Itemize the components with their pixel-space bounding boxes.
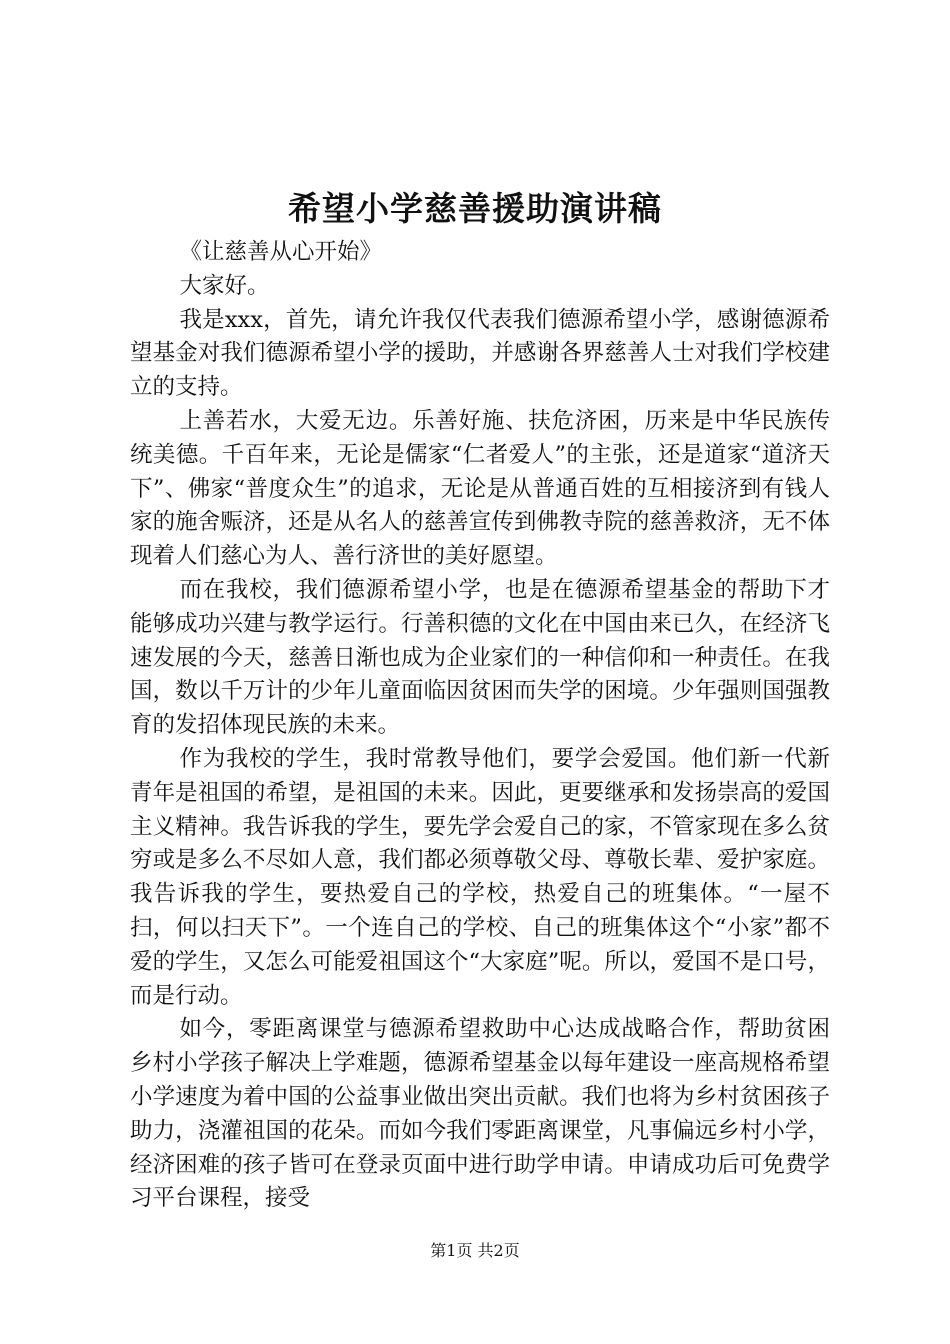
paragraph: 而在我校，我们德源希望小学，也是在德源希望基金的帮助下才能够成功兴建与教学运行。行善积德的文化在中国由来已久，在经济飞速发展的今天，慈善日渐也成为企业家们的一种信仰和一种责任。在我国，数以千万计的少年儿童面临因贫困而失学的困境。少年强则国强教育的发招体现民族的未来。 (130, 576, 830, 739)
paragraph: 上善若水，大爱无边。乐善好施、扶危济困，历来是中华民族传统美德。千百年来，无论是儒家“仁者爱人”的主张，还是道家“道济天下”、佛家“普度众生”的追求，无论是从普通百姓的互相接济到有钱人家的施舍赈济，还是从名人的慈善宣传到佛教寺院的慈善救济，无不体现着人们慈心为人、善行济世的美好愿望。 (130, 407, 830, 570)
document-body (130, 236, 830, 1216)
page-number: 第1页 共2页 (430, 1241, 520, 1260)
paragraph: 如今，零距离课堂与德源希望救助中心达成战略合作，帮助贫困乡村小学孩子解决上学难题，德源希望基金以每年建设一座高规格希望小学速度为着中国的公益事业做出突出贡献。我们也将为乡村贫困孩子助力，浇灌祖国的花朵。而如今我们零距离课堂，凡事偏远乡村小学，经济困难的孩子皆可在登录页面中进行助学申请。申请成功后可免费学习平台课程，接受 (130, 1016, 830, 1212)
greeting: 大家好。 (179, 272, 270, 299)
paragraph: 作为我校的学生，我时常教导他们，要学会爱国。他们新一代新青年是祖国的希望，是祖国的未来。因此，更要继承和发扬崇高的爱国主义精神。我告诉我的学生，要先学会爱自己的家，不管家现在多么贫穷或是多么不尽如人意，我们都必须尊敬父母、尊敬长辈、爱护家庭。我告诉我的学生，要热爱自己的学校，热爱自己的班集体。“一屋不扫，何以扫天下”。一个连自己的学校、自己的班集体这个“小家”都不爱的学生，又怎么可能爱祖国这个“大家庭”呢。所以，爱国不是口号，而是行动。 (130, 745, 830, 1009)
paragraph: 我是xxx，首先，请允许我仅代表我们德源希望小学，感谢德源希望基金对我们德源希望小学的援助，并感谢各界慈善人士对我们学校建立的支持。 (130, 306, 830, 401)
document-title: 希望小学慈善援助演讲稿 (288, 189, 662, 228)
speech-subtitle: 《让慈善从心开始》 (179, 239, 383, 265)
